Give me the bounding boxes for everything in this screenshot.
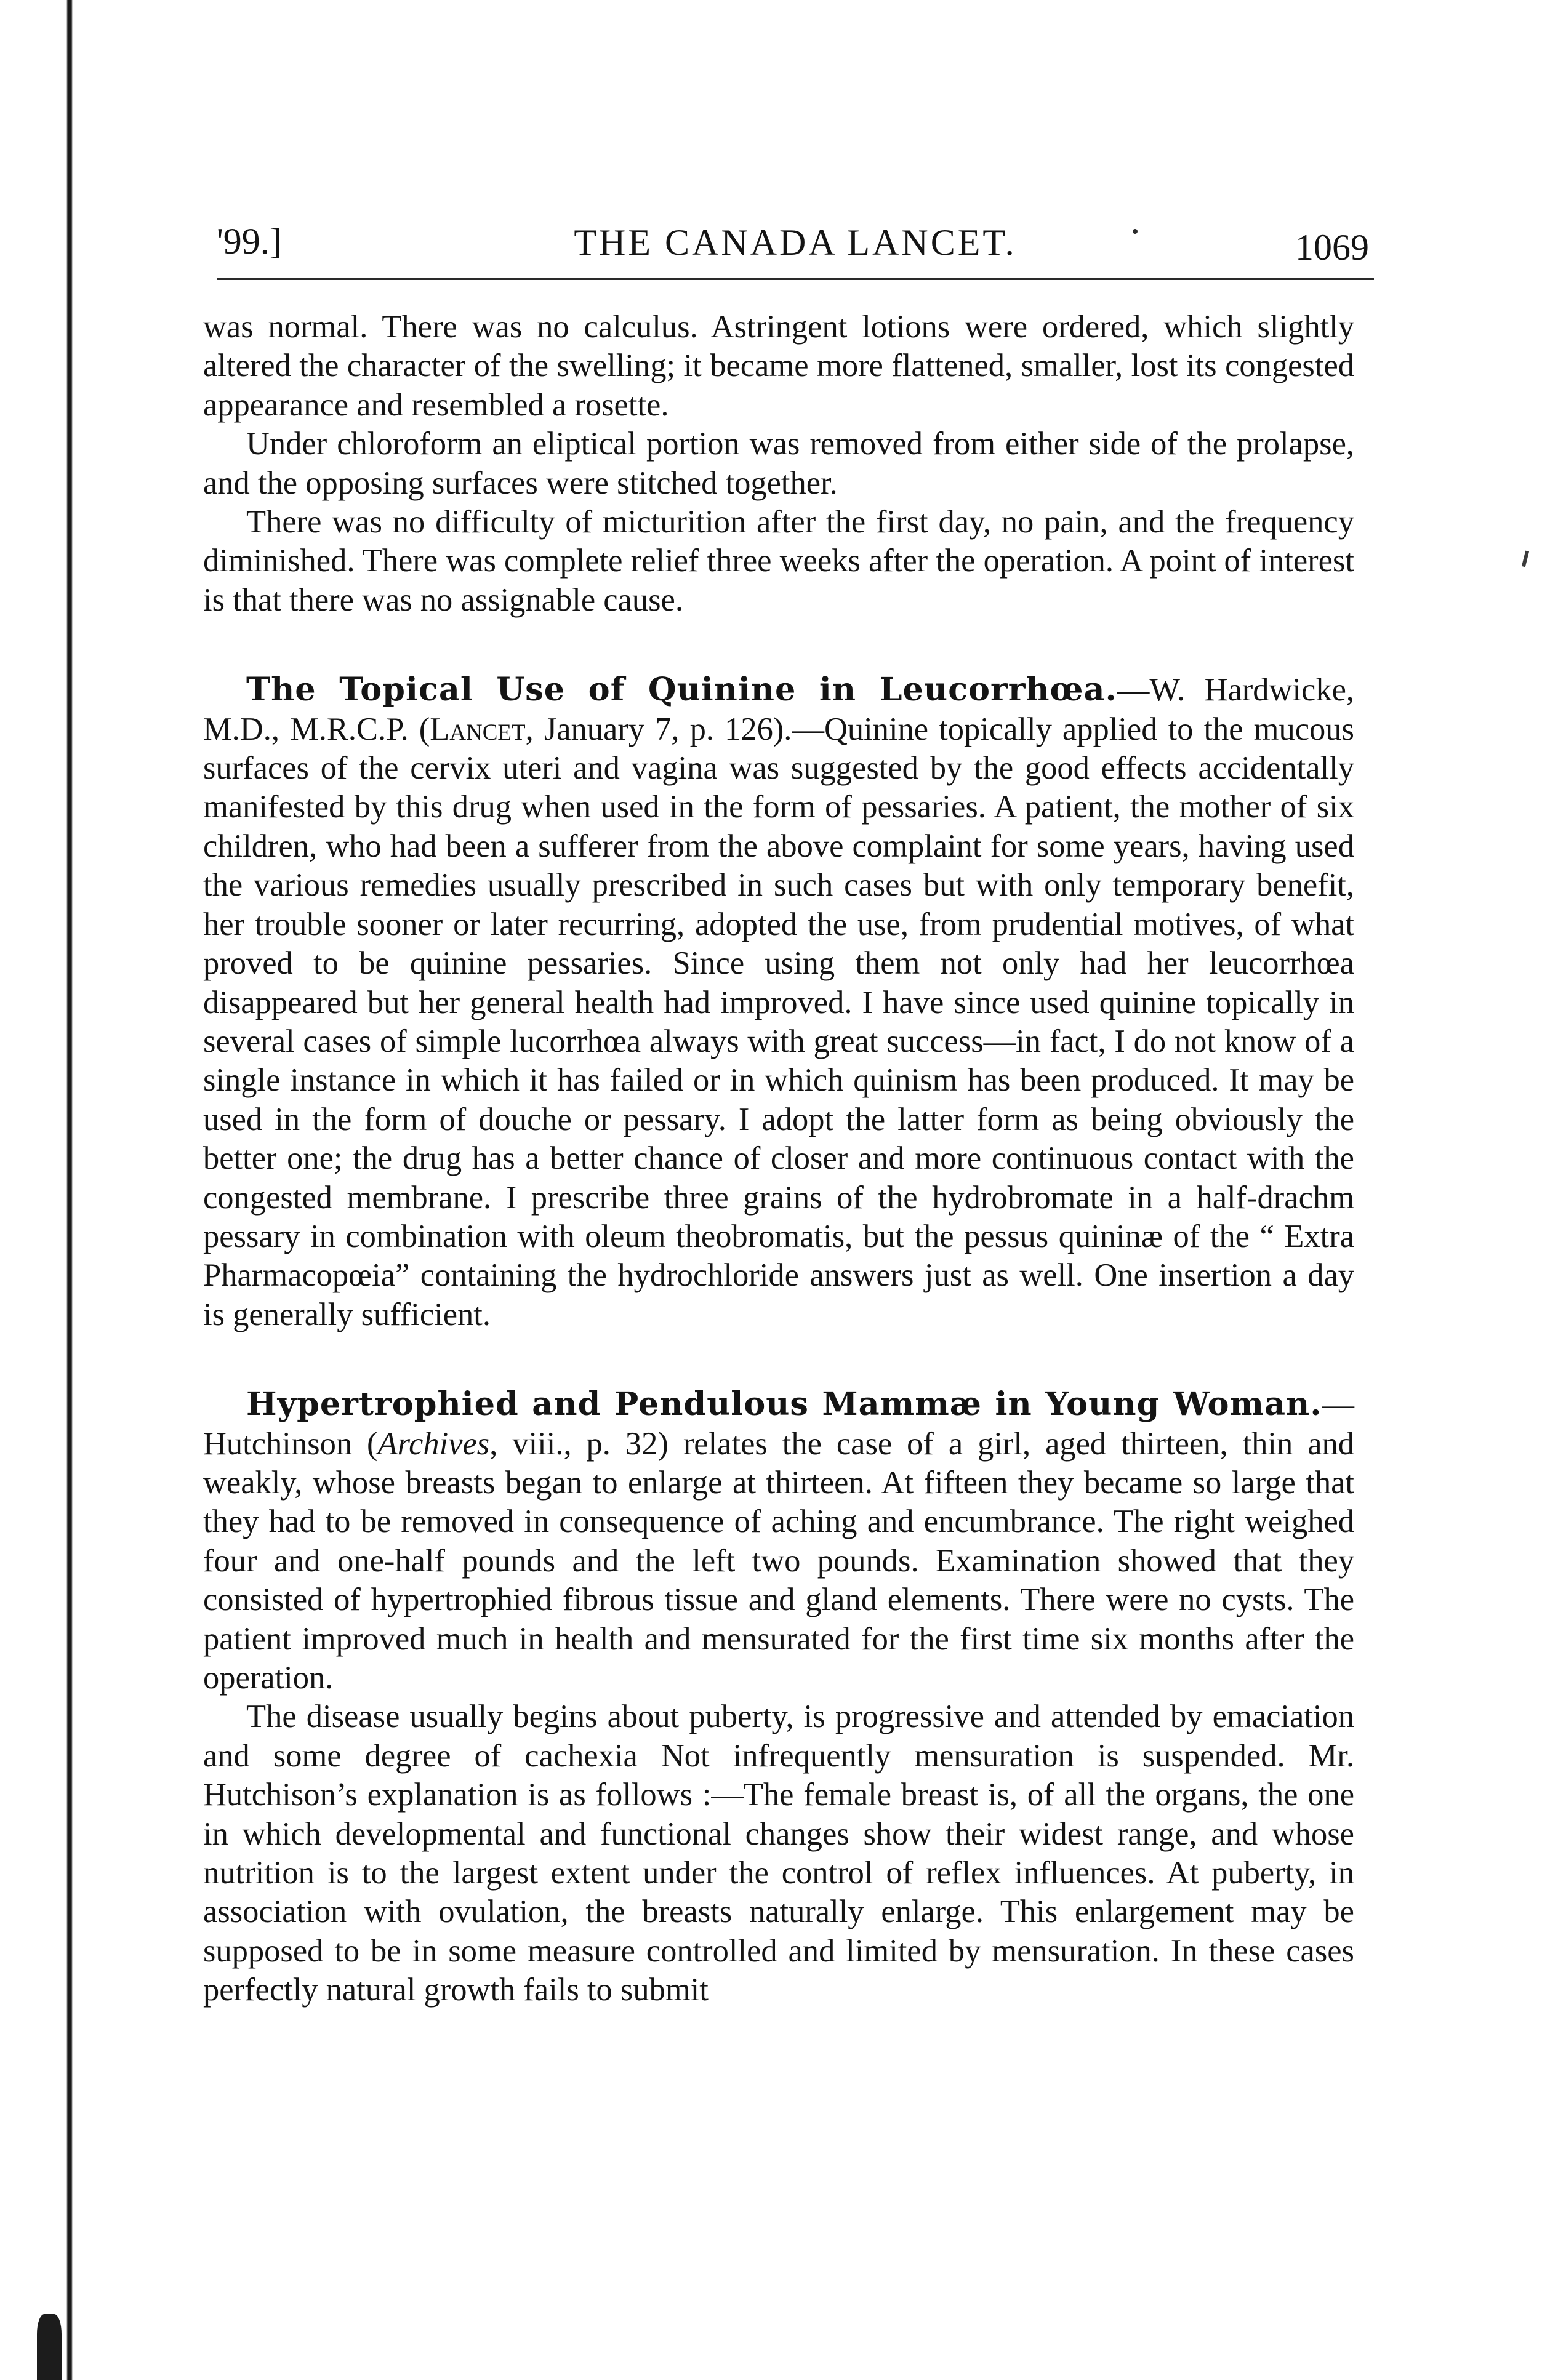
margin-mark (1522, 551, 1529, 567)
paragraph: was normal. There was no calculus. Astringent lotions were ordered, which slightly altered the character of the swelling; it became more flattened, smaller, lost its congested appearance and resembled a rosette. (203, 309, 1354, 423)
source-journal: Archives (377, 1425, 490, 1462)
page-binding-edge (0, 0, 73, 2380)
paragraph: Under chloroform an eliptical portion was removed from either side of the prolapse, and the opposing surfaces were stitched together. (203, 426, 1354, 501)
article-heading: Hypertrophied and Pendulous Mammæ in Young Woman. (246, 1385, 1322, 1424)
article-author: —Hutchinson ( (203, 1387, 1354, 1462)
page-number: 1069 (1295, 227, 1369, 268)
article-body: —Quinine topically applied to the mucous surfaces of the cervix uteri and vagina was suggested by the good effects accidentally manifested by this drug when used in the form of pessaries. A patient, the mother of six children, who had been a sufferer from the above complaint for some years, having used the various remedies usually prescribed in such cases but with only temporary benefit, her trouble sooner or later recurring, adopted the use, from prudential motives, of what proved to be quinine pessaries. Since using them not only had her leucorrhœa disappeared but her general health had improved. I have since used quinine topically in several cases of simple lucorrhœa always with great success—in fact, I do not know of a single instance in which it has failed or in which quinism has been produced. It may be used in the form of douche or pessary. I adopt the latter form as being obviously the better one; the drug has a better chance of closer and more continuous contact with the congested membrane. I prescribe three grains of the hydrobromate in a half-drachm pessary in combination with oleum theobromatis, but the pessus quininæ of the “ Extra Pharmacopœia” containing the hydrochloride answers just as well. One insertion a day is generally sufficient. (203, 711, 1354, 1332)
volume-year-marker: '99.] (217, 221, 282, 262)
article-quinine (203, 670, 1354, 1334)
print-speck (1133, 229, 1138, 234)
source-journal: Lancet (430, 711, 526, 747)
paragraph: There was no difficulty of micturition after the first day, no pain, and the frequency diminished. There was complete relief three weeks after the operation. A point of interest is that there was no assignable cause. (203, 504, 1354, 618)
source-citation: , January 7, p. 126). (525, 711, 792, 747)
article-mammae (203, 1385, 1354, 1697)
paragraph: The disease usually begins about puberty, is progressive and attended by emaciation and some degree of cachexia Not infrequently mensuration is suspended. Mr. Hutchison’s explanation is as follows :—The female breast is, of all the organs, the one in which developmental and functional changes show their widest range, and whose nutrition is to the largest extent under the control of reflex influences. At puberty, in association with ovulation, the breasts naturally enlarge. This enlargement may be supposed to be in some measure controlled and limited by mensuration. In these cases perfectly natural growth fails to submit (203, 1699, 1354, 2008)
text-column (203, 308, 1354, 2010)
running-head (217, 209, 1374, 268)
header-rule (217, 278, 1374, 280)
section-gap (203, 620, 1354, 670)
article-author: —W. Hardwicke, M.D., M.R.C.P. ( (203, 672, 1354, 747)
binding-shadow (37, 2314, 62, 2380)
section-gap (203, 1334, 1354, 1385)
article-heading: The Topical Use of Quinine in Leucorrhœa. (246, 671, 1117, 709)
article-body: , viii., p. 32) relates the case of a girl, aged thirteen, thin and weakly, whose breasts began to enlarge at thirteen. At fifteen they became so large that they had to be removed in consequence of aching and encumbrance. The right weighed four and one-half pounds and the left two pounds. Examination showed that they consisted of hypertrophied fibrous tissue and gland elements. There were no cysts. The patient improved much in health and mensurated for the first time six months after the operation. (203, 1425, 1354, 1696)
journal-title: THE CANADA LANCET. (574, 222, 1017, 263)
